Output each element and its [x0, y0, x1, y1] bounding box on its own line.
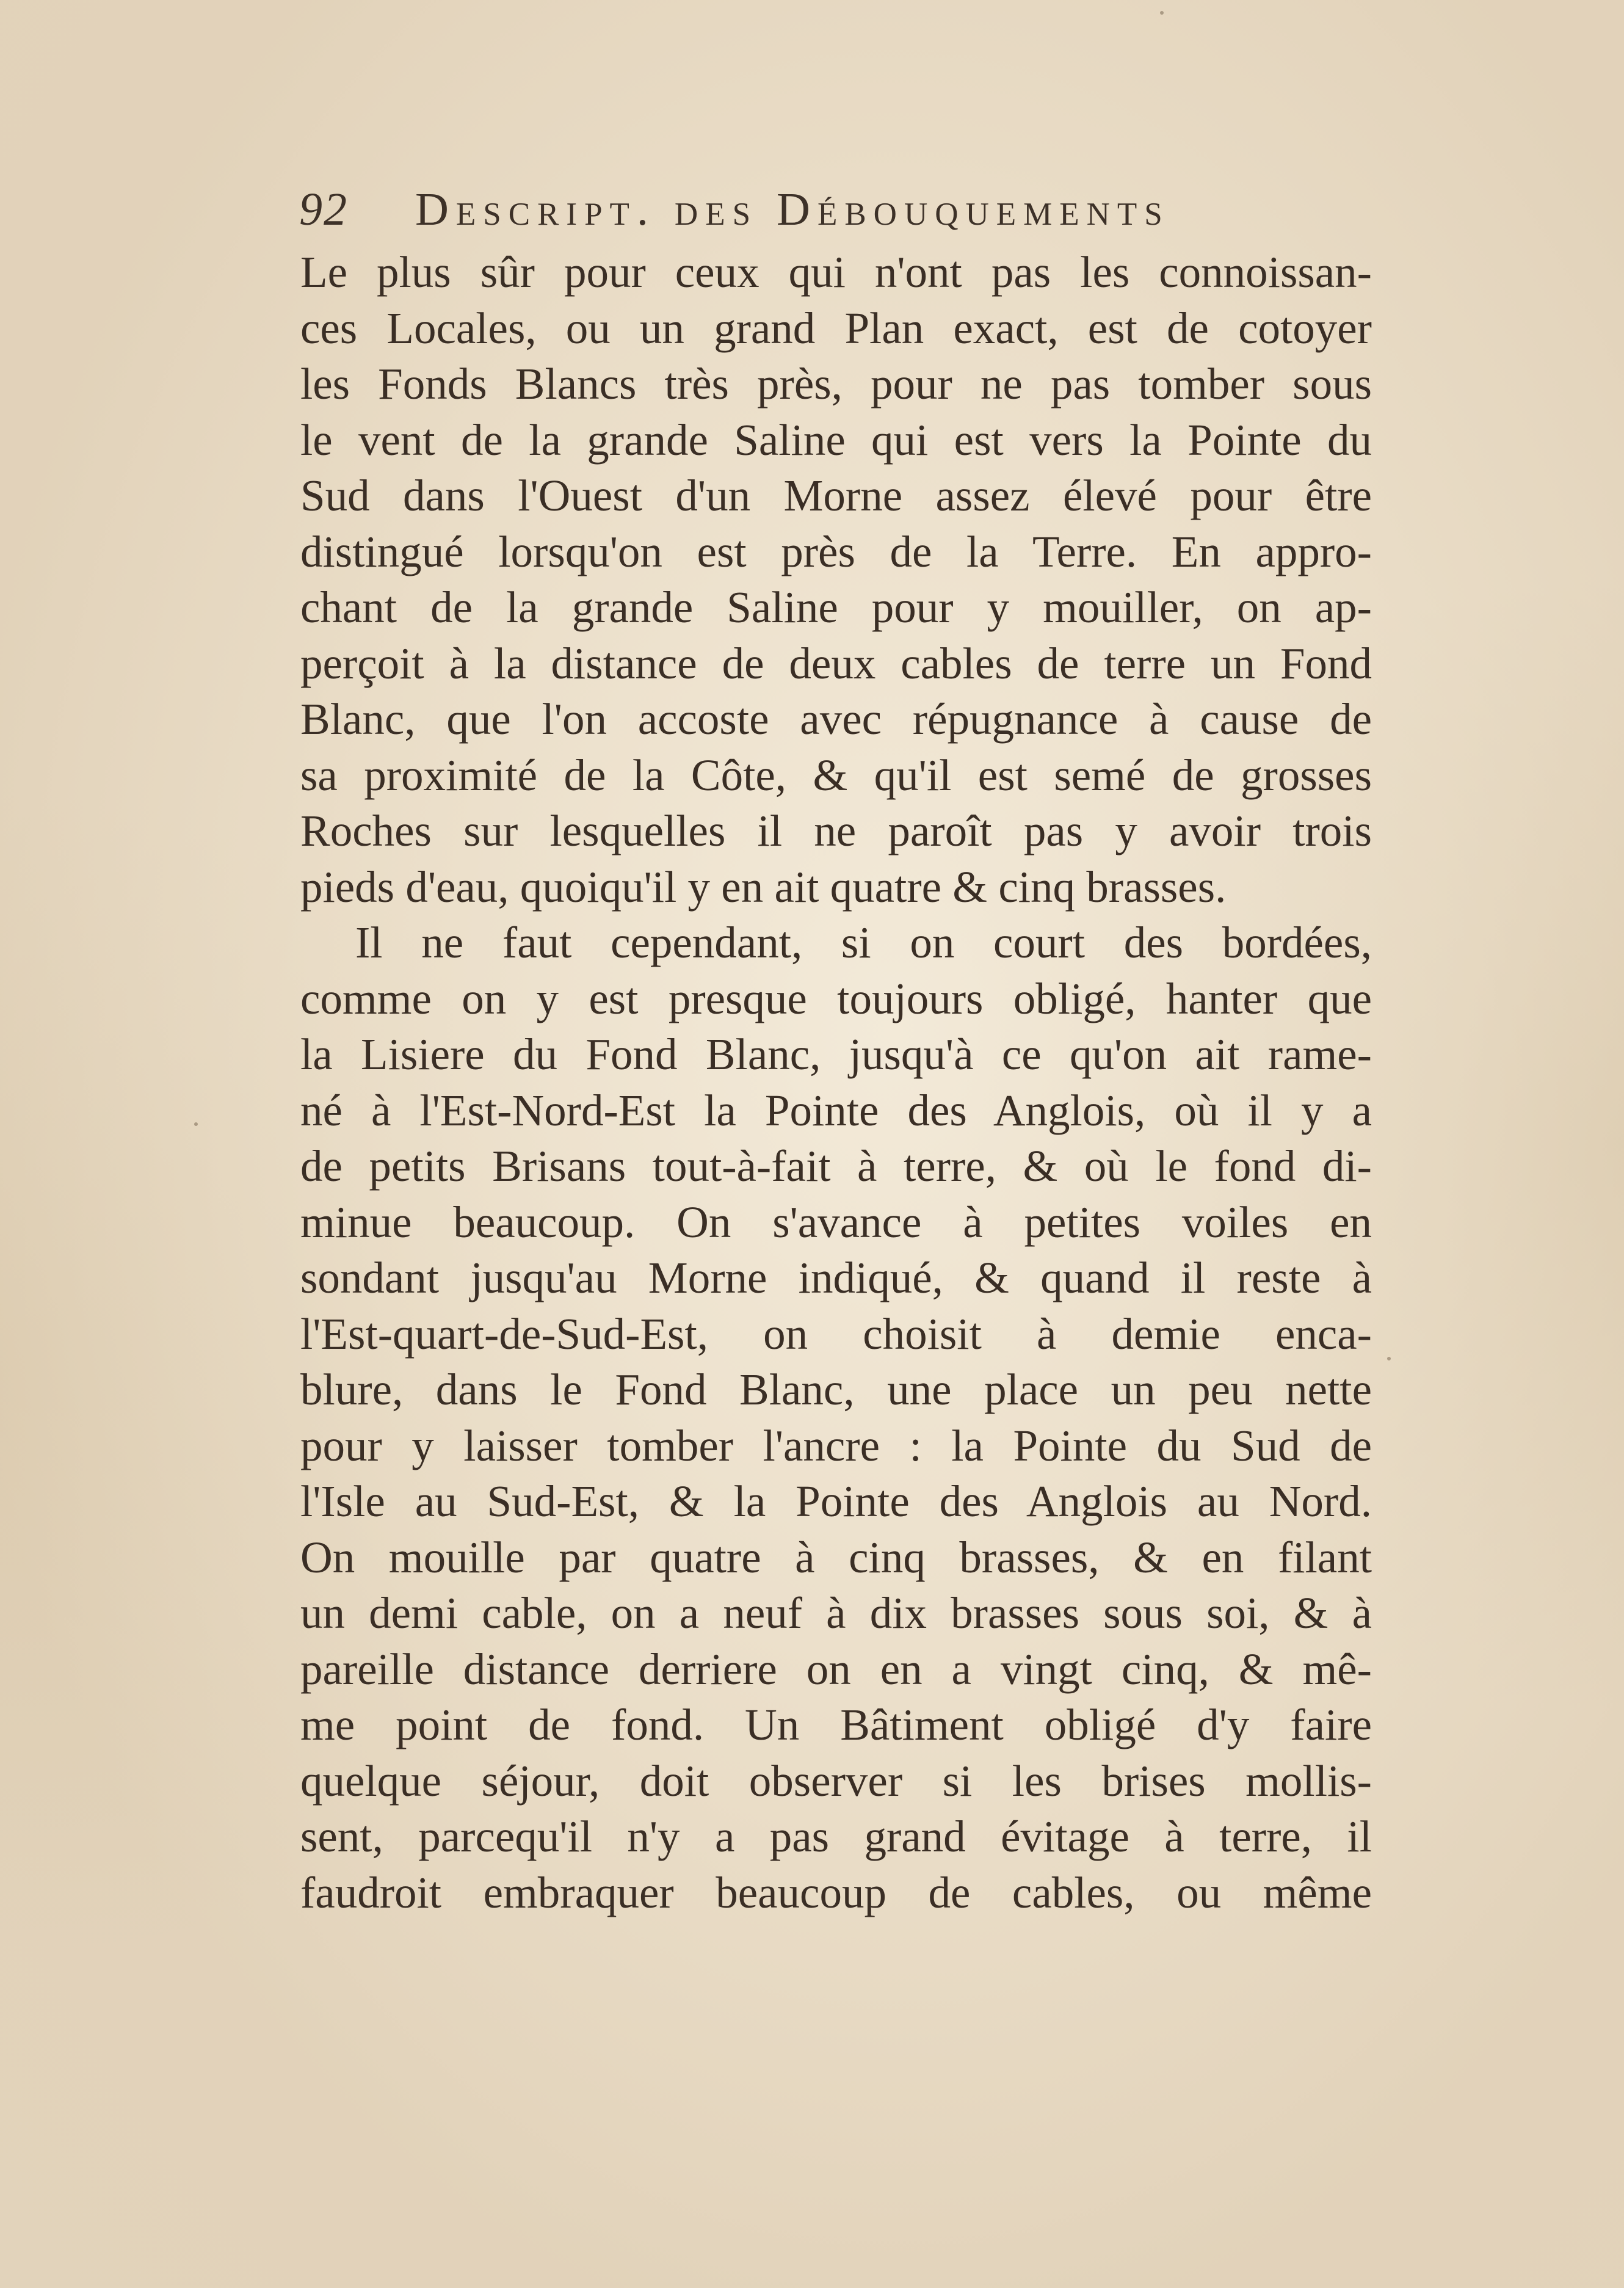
text-line: Roches sur lesquelles il ne paroît pas y avoir trois — [300, 806, 1372, 855]
text-line: blure, dans le Fond Blanc, une place un peu nette — [300, 1365, 1372, 1414]
text-line: Il ne faut cependant, si on court des bordées, — [355, 918, 1372, 967]
text-line: minue beaucoup. On s'avance à petites voiles en — [300, 1197, 1372, 1247]
paragraph-1 — [300, 244, 1372, 915]
text-line: Sud dans l'Ouest d'un Morne assez élevé pour être — [300, 471, 1372, 520]
text-line: Blanc, que l'on accoste avec répugnance à cause de — [300, 694, 1372, 744]
text-line: la Lisiere du Fond Blanc, jusqu'à ce qu'on ait rame- — [300, 1030, 1372, 1079]
paragraph-2 — [300, 915, 1372, 1920]
text-line: perçoit à la distance de deux cables de terre un Fond — [300, 638, 1372, 688]
text-line: l'Isle au Sud-Est, & la Pointe des Anglois au Nord. — [300, 1476, 1372, 1526]
page-number: 92 — [299, 184, 348, 235]
text-line: faudroit embraquer beaucoup de cables, ou même — [300, 1867, 1372, 1917]
text-line: me point de fond. Un Bâtiment obligé d'y faire — [300, 1700, 1372, 1749]
text-line: pieds d'eau, quoiqu'il y en ait quatre & cinq brasses. — [300, 862, 1227, 912]
paper-speck — [194, 1122, 198, 1126]
text-line: chant de la grande Saline pour y mouiller, on ap- — [300, 583, 1372, 632]
text-line: les Fonds Blancs très près, pour ne pas tomber sous — [300, 359, 1372, 409]
text-line: de petits Brisans tout-à-fait à terre, & où le fond di- — [300, 1141, 1372, 1191]
text-line: ces Locales, ou un grand Plan exact, est de cotoyer — [300, 303, 1372, 353]
text-line: un demi cable, on a neuf à dix brasses sous soi, & à — [300, 1588, 1372, 1638]
paper-speck — [1160, 11, 1164, 15]
text-line: distingué lorsqu'on est près de la Terre. En appro- — [300, 526, 1372, 576]
text-line: l'Est-quart-de-Sud-Est, on choisit à demie enca- — [300, 1309, 1372, 1359]
page-header — [299, 183, 1374, 250]
text-line: sa proximité de la Côte, & qu'il est semé de grosses — [300, 750, 1372, 800]
text-line: sondant jusqu'au Morne indiqué, & quand il reste à — [300, 1253, 1372, 1302]
text-line: On mouille par quatre à cinq brasses, & en filant — [300, 1532, 1372, 1582]
text-line: quelque séjour, doit observer si les brises mollis- — [300, 1756, 1372, 1806]
text-line: né à l'Est-Nord-Est la Pointe des Anglois, où il y a — [300, 1085, 1372, 1135]
text-line: pareille distance derriere on en a vingt cinq, & mê- — [300, 1644, 1372, 1694]
text-line: le vent de la grande Saline qui est vers la Pointe du — [300, 415, 1372, 465]
running-title: Descript. des Débouquements — [415, 184, 1170, 235]
body-text — [300, 244, 1372, 1920]
text-line: comme on y est presque toujours obligé, hanter que — [300, 973, 1372, 1023]
text-line: Le plus sûr pour ceux qui n'ont pas les connoissan- — [300, 247, 1372, 297]
text-line: pour y laisser tomber l'ancre : la Pointe du Sud de — [300, 1420, 1372, 1470]
paper-speck — [1387, 1357, 1391, 1360]
text-line: sent, parcequ'il n'y a pas grand évitage à terre, il — [300, 1812, 1372, 1861]
